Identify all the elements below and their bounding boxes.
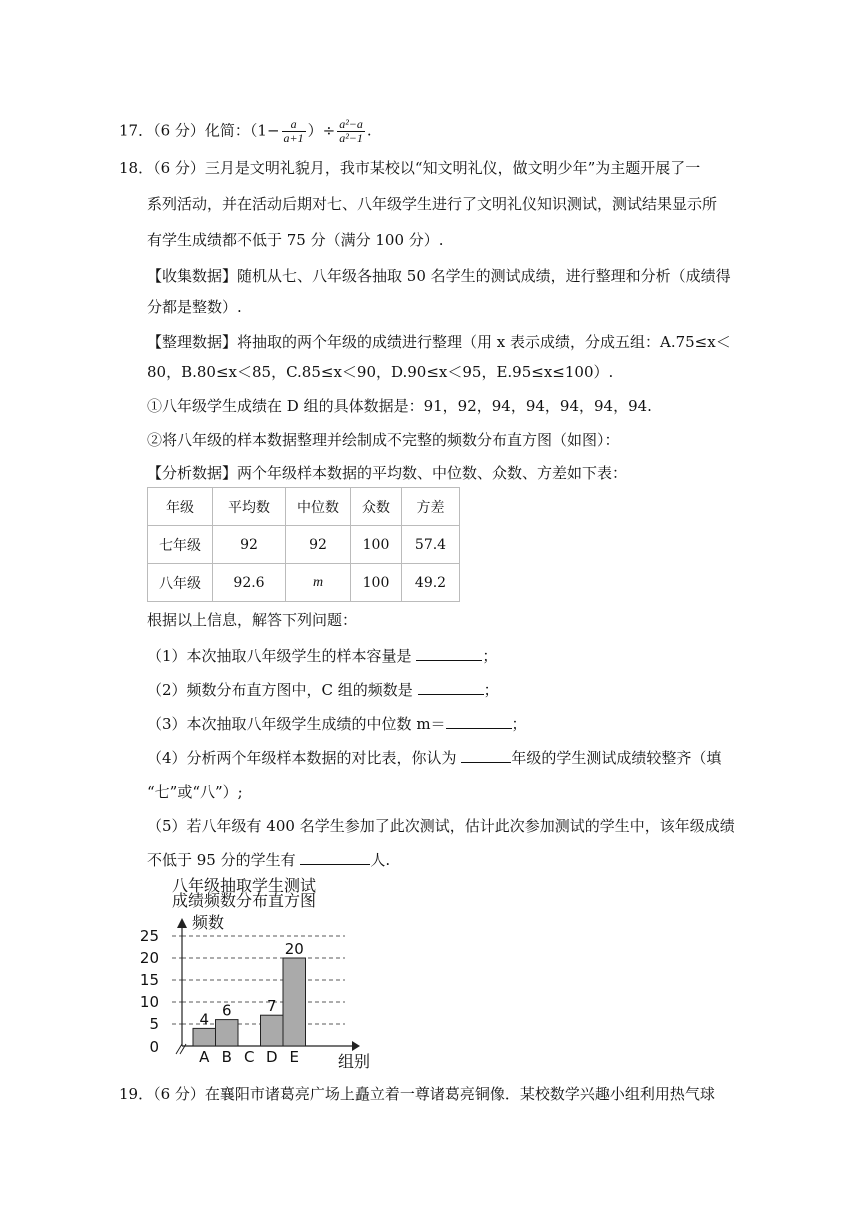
stats-table — [147, 487, 460, 602]
x-tick-label: D — [265, 1048, 278, 1066]
table-cell: 100 — [351, 526, 402, 564]
histogram-bar — [283, 958, 306, 1046]
q18-line-3: 有学生成绩都不低于 75 分（满分 100 分）. — [147, 231, 444, 249]
sub-question-4: （4）分析两个年级样本数据的对比表，你认为 年级的学生测试成绩较整齐（填 — [147, 749, 722, 767]
question-17: 17．（6 分）化简：（1− $\frac{a}{a+1}$ ）÷ $\frac{\text{a²−a}}{\text{a²−1}}$ . — [119, 117, 372, 145]
bar-data-label: 7 — [266, 997, 277, 1016]
table-header: 中位数 — [286, 488, 351, 526]
q18-organize-2: 80，B.80≤x＜85，C.85≤x＜90，D.90≤x＜95，E.95≤x≤100）. — [147, 363, 614, 381]
table-header: 年级 — [148, 488, 213, 526]
table-cell: 92 — [286, 526, 351, 564]
x-tick-label: C — [244, 1048, 255, 1066]
q18-collect-1: 【收集数据】随机从七、八年级各抽取 50 名学生的测试成绩，进行整理和分析（成绩得 — [147, 267, 731, 285]
table-cell: 49.2 — [402, 564, 460, 602]
axis-break-mark — [176, 1044, 186, 1054]
table-header: 平均数 — [213, 488, 286, 526]
table-cell: m — [286, 564, 351, 602]
q17-fraction-2: $\frac{\text{a²−a}}{\text{a²−1}}$ — [339, 117, 363, 145]
q18-organize-1: 【整理数据】将抽取的两个年级的成绩进行整理（用 x 表示成绩，分成五组：A.75≤x＜ — [147, 333, 731, 351]
sub-question-3: （3）本次抽取八年级学生成绩的中位数 m＝ ； — [147, 715, 527, 733]
sub-question-4-cont: “七”或“八”）; — [147, 783, 243, 801]
x-tick-label: A — [199, 1048, 210, 1066]
answer-blank-5[interactable] — [300, 850, 370, 865]
x-tick-label: B — [221, 1048, 232, 1066]
table-cell: 57.4 — [402, 526, 460, 564]
table-cell: 92.6 — [213, 564, 286, 602]
q18-item-1: ①八年级学生成绩在 D 组的具体数据是：91，92，94，94，94，94，94. — [147, 397, 652, 415]
answer-blank-4[interactable] — [461, 748, 511, 763]
table-cell: 七年级 — [148, 526, 213, 564]
q18-prompt: 根据以上信息，解答下列问题： — [147, 611, 358, 629]
sub-question-5-cont: 不低于 95 分的学生有 人. — [147, 851, 391, 869]
table-header: 方差 — [402, 488, 460, 526]
bar-data-label: 4 — [199, 1010, 210, 1029]
y-axis-arrow — [177, 918, 187, 928]
x-axis-arrow — [352, 1041, 360, 1051]
q17-text: 17．（6 分）化简：（1− — [119, 121, 280, 140]
q18-analyze: 【分析数据】两个年级样本数据的平均数、中位数、众数、方差如下表： — [147, 464, 628, 482]
bar-data-label: 20 — [284, 940, 304, 958]
sub-question-2: （2）频数分布直方图中，C 组的频数是 ； — [147, 681, 499, 699]
sub-question-1: （1）本次抽取八年级学生的样本容量是 ； — [147, 647, 498, 665]
question-19: 19．（6 分）在襄阳市诸葛亮广场上矗立着一尊诸葛亮铜像．某校数学兴趣小组利用热气球 — [119, 1085, 715, 1103]
sub-question-5: （5）若八年级有 400 名学生参加了此次测试，估计此次参加测试的学生中，该年级成绩 — [147, 817, 735, 835]
chart-title-line-2: 成绩频数分布直方图 — [172, 891, 317, 910]
table-header-row — [148, 488, 460, 526]
y-tick-label: 15 — [139, 971, 159, 989]
y-tick-label: 0 — [149, 1038, 159, 1056]
x-axis-label: 组别 — [338, 1052, 371, 1071]
answer-blank-1[interactable] — [416, 646, 482, 661]
table-cell: 100 — [351, 564, 402, 602]
y-axis-label: 频数 — [192, 913, 225, 932]
histogram-bar — [261, 1015, 284, 1046]
histogram-bar — [193, 1028, 216, 1046]
q17-fraction-1: $\frac{a}{a+1}$ — [283, 117, 304, 145]
x-tick-label: E — [289, 1048, 299, 1066]
table-cell: 八年级 — [148, 564, 213, 602]
y-tick-label: 20 — [139, 949, 159, 967]
histogram-bar — [216, 1020, 239, 1046]
answer-blank-2[interactable] — [418, 680, 484, 695]
chart-title-line-1: 八年级抽取学生测试 — [172, 876, 317, 895]
table-cell: 92 — [213, 526, 286, 564]
y-tick-label: 10 — [139, 993, 159, 1011]
table-row — [148, 526, 460, 564]
q18-item-2: ②将八年级的样本数据整理并绘制成不完整的频数分布直方图（如图）： — [147, 431, 620, 449]
y-tick-label: 25 — [139, 927, 159, 945]
q18-line-2: 系列活动，并在活动后期对七、八年级学生进行了文明礼仪知识测试，测试结果显示所 — [147, 195, 718, 213]
table-header: 众数 — [351, 488, 402, 526]
y-tick-label: 5 — [149, 1015, 159, 1033]
q18-collect-2: 分都是整数）. — [147, 298, 242, 316]
q18-line-1: 18．（6 分）三月是文明礼貌月，我市某校以“知文明礼仪，做文明少年”为主题开展了一 — [119, 159, 701, 177]
table-row — [148, 564, 460, 602]
bar-data-label: 6 — [221, 1001, 232, 1020]
answer-blank-3[interactable] — [446, 714, 512, 729]
